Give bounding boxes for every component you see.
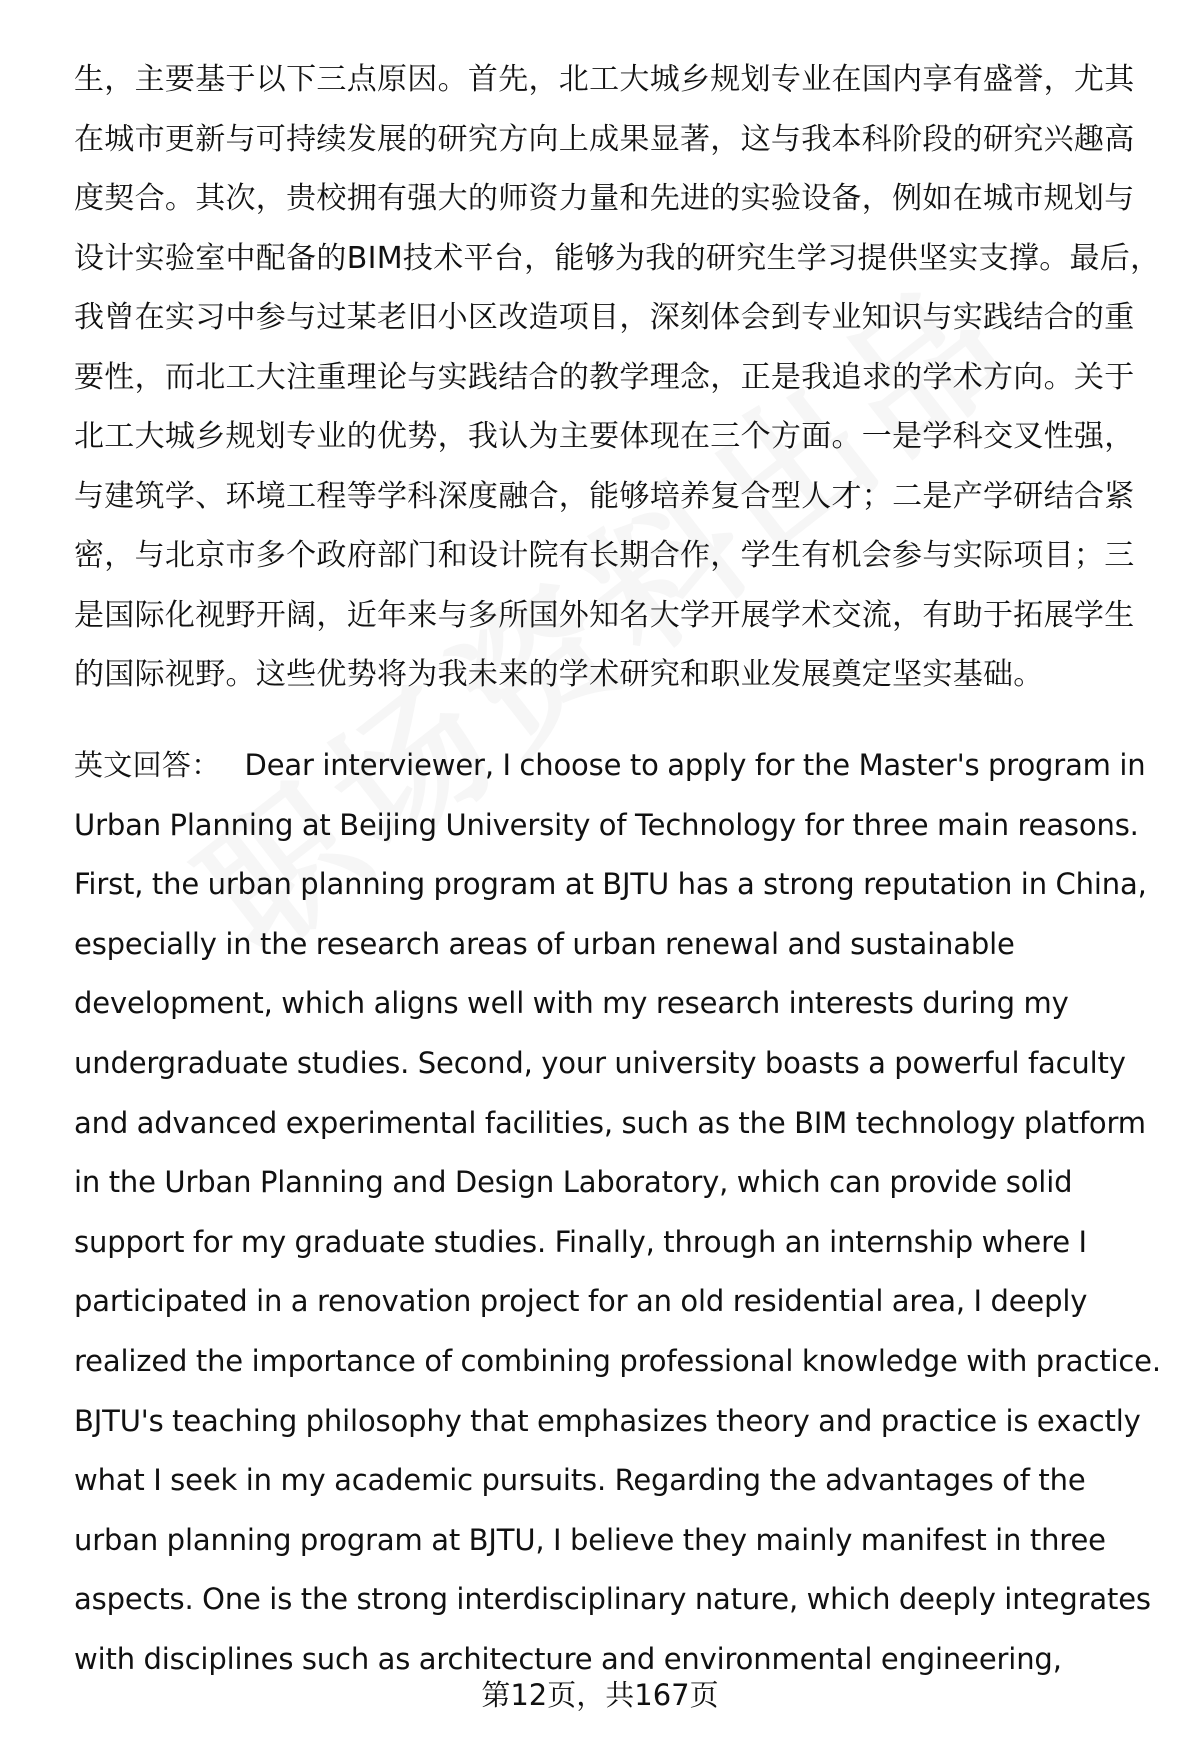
english-answer-paragraph — [74, 736, 1174, 1690]
page-number-footer: 第12页，共167页 — [481, 1678, 719, 1712]
english-answer-label: 英文回答： — [74, 748, 221, 782]
chinese-answer-paragraph: 生，主要基于以下三点原因。首先，北工大城乡规划专业在国内享有盛誉，尤其在城市更新与可持续发展的研究方向上成果显著，这与我本科阶段的研究兴趣高度契合。其次，贵校拥有强大的师资力量和先进的实验设备，例如在城市规划与设计实验室中配备的BIM技术平台，能够为我的研究生学习提供坚实支撑。最后，我曾在实习中参与过某老旧小区改造项目，深刻体会到专业知识与实践结合的重要性，而北工大注重理论与实践结合的教学理念，正是我追求的学术方向。关于北工大城乡规划专业的优势，我认为主要体现在三个方面。一是学科交叉性强，与建筑学、环境工程等学科深度融合，能够培养复合型人才；二是产学研结合紧密，与北京市多个政府部门和设计院有长期合作，学生有机会参与实际项目；三是国际化视野开阔，近年来与多所国外知名大学开展学术交流，有助于拓展学生的国际视野。这些优势将为我未来的学术研究和职业发展奠定坚实基础。 — [74, 62, 1161, 692]
english-answer-text: Dear interviewer, I choose to apply for the Master's program in Urban Planning at Beijing University of Technology for three main reasons. First, the urban planning program at BJTU has a strong reputation in China, especially in the research areas of urban renewal and sustainable development, which aligns well with my research interests during my undergraduate studies. Second, your university boasts a powerful faculty and advanced experimental facilities, such as the BIM technology platform in the Urban Planning and Design Laboratory, which can provide solid support for my graduate studies. Finally, through an internship where I participated in a renovation project for an old residential area, I deeply realized the importance of combining professional knowledge with practice. BJTU's teaching philosophy that emphasizes theory and practice is exactly what I seek in my academic pursuits. Regarding the advantages of the urban planning program at BJTU, I believe they mainly manifest in three aspects. One is the strong interdisciplinary nature, which deeply integrates with disciplines such as architecture and environmental engineering, — [74, 748, 1161, 1676]
